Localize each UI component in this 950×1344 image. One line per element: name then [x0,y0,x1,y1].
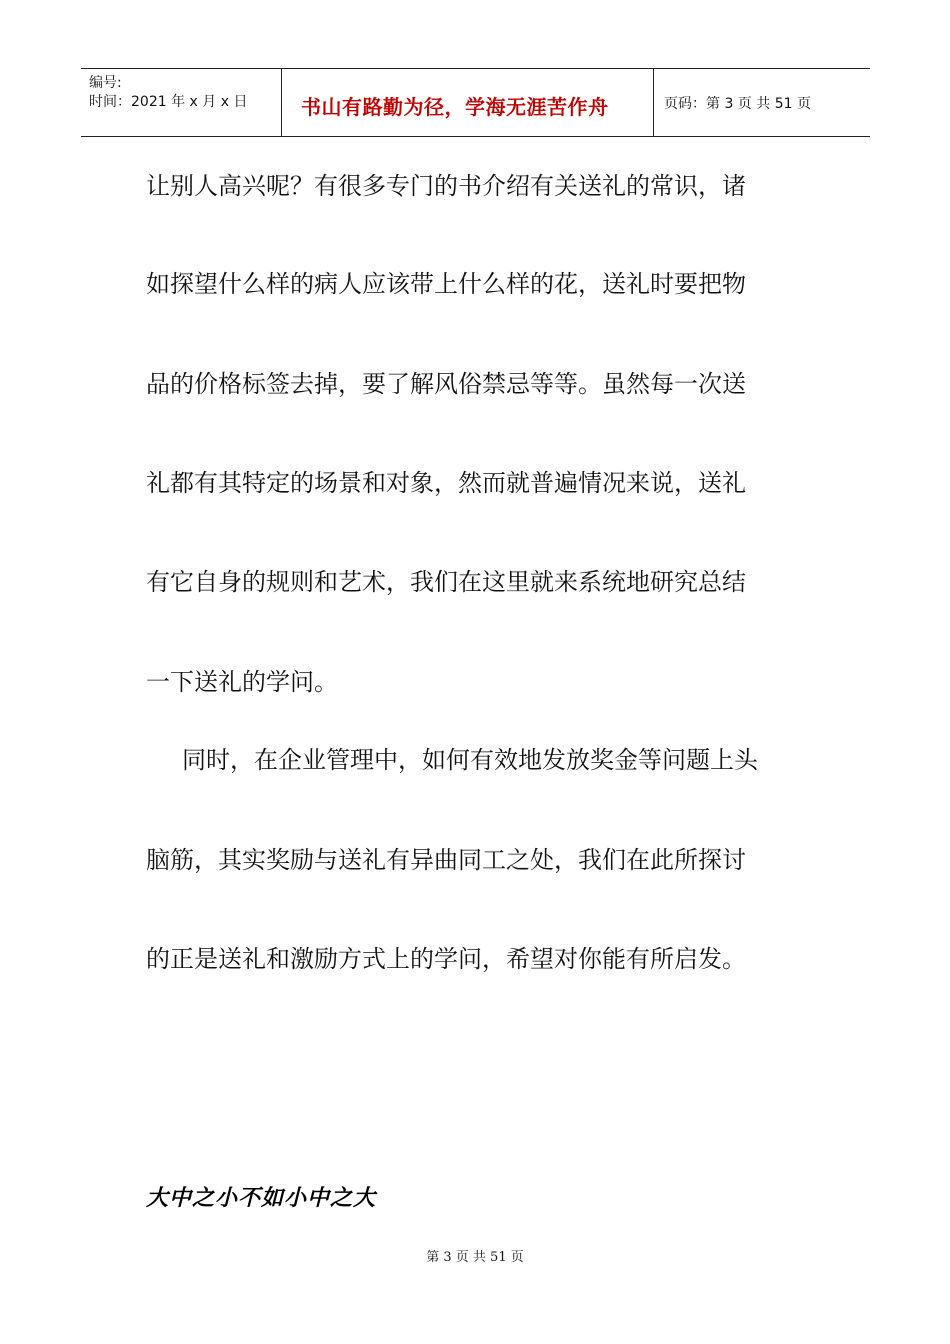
code-label: 编号: [89,75,122,91]
header-motto-cell [282,69,654,136]
body-line-5: 有它自身的规则和艺术，我们在这里就来系统地研究总结 [146,568,746,596]
header-page-cell [654,69,870,136]
header-meta-cell [81,69,282,136]
body-line-8: 脑筋，其实奖励与送礼有异曲同工之处，我们在此所探讨 [146,846,746,874]
section-heading: 大中之小不如小中之大 [146,1185,377,1211]
body-line-7: 同时，在企业管理中，如何有效地发放奖金等问题上头 [182,746,758,774]
document-header [81,68,870,137]
body-line-2: 如探望什么样的病人应该带上什么样的花，送礼时要把物 [146,270,746,298]
page-info: 页码：第 3 页 共 51 页 [664,96,811,112]
body-line-6: 一下送礼的学问。 [146,668,338,696]
motto-text: 书山有路勤为径，学海无涯苦作舟 [301,95,609,119]
body-line-4: 礼都有其特定的场景和对象，然而就普遍情况来说，送礼 [146,469,746,497]
body-line-9: 的正是送礼和激励方式上的学问，希望对你能有所启发。 [146,945,746,973]
body-line-3: 品的价格标签去掉，要了解风俗禁忌等等。虽然每一次送 [146,370,746,398]
page-footer: 第 3 页 共 51 页 [426,1250,524,1265]
body-line-1: 让别人高兴呢？有很多专门的书介绍有关送礼的常识，诸 [146,172,746,200]
time-label: 时间：2021 年 x 月 x 日 [89,94,248,110]
